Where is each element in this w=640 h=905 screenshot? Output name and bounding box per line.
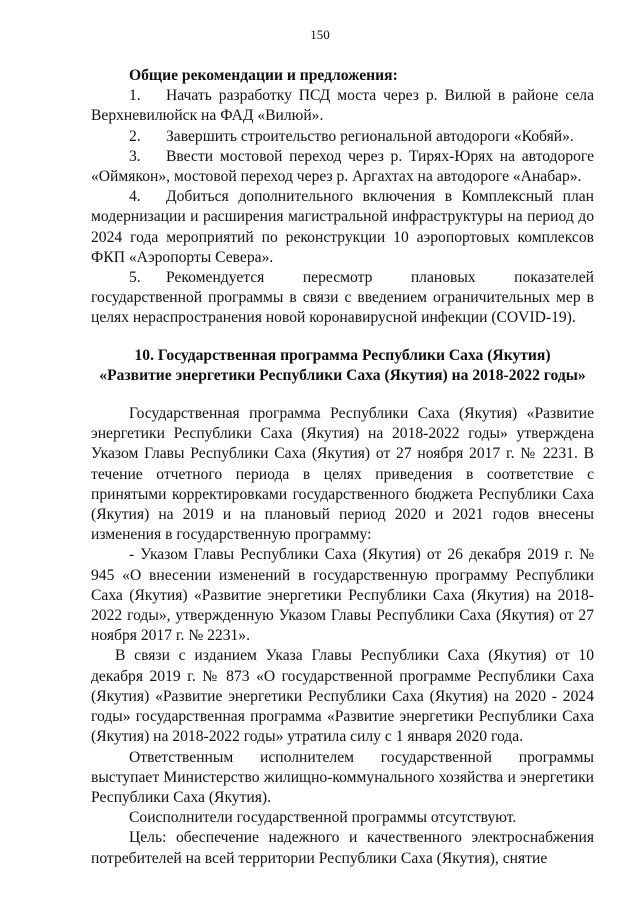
recommendations-title: Общие рекомендации и предложения: [129,67,398,84]
item-text: Рекомендуется пересмотр плановых показателей государственной программы в связи с введением ограничительных мер в целях нераспространения новой коронавирусной инфекции (COVID-19). [91,269,594,327]
body-paragraph-4: Ответственным исполнителем государственной программы выступает Министерство жилищно-коммунального хозяйства и энергетики Республики Саха (Якутия). [91,748,594,806]
recommendation-item-4 [91,187,594,268]
body-paragraph-6: Цель: обеспечение надежного и качественного электроснабжения потребителей на всей территории Республики Саха (Якутия), снятие [91,829,594,867]
recommendation-item-1 [91,86,594,126]
item-text: Ввести мостовой переход через р. Тирях-Юрях на автодороге «Оймякон», мостовой переход через р. Аргахтах на автодороге «Анабар». [91,147,594,186]
item-text: Начать разработку ПСД моста через р. Вилюй в районе села Верхневилюйск на ФАД «Вилюй». [91,87,594,125]
item-text: Добиться дополнительного включения в Комплексный план модернизации и расширения магистральной инфраструктуры на период до 2024 года мероприятий по реконструкции 10 аэропортовых комплексов ФКП «Аэропорты Севера». [91,188,594,266]
item-number: 5. [129,269,141,287]
body-paragraph-3: В связи с изданием Указа Главы Республики Саха (Якутия) от 10 декабря 2019 г. № 873 «О государственной программе Республики Саха (Якутия) «Развитие энергетики Республики Саха (Якутия) на 2020 - 2024 годы» государственная программа «Развитие энергетики Республики Саха (Якутия) на 2018-2022 годы» утратила силу с 1 января 2020 года. [91,647,594,746]
section-title-line-1: 10. Государственная программа Республики Саха (Якутия) [134,346,551,364]
section-title-line-2: «Развитие энергетики Республики Саха (Якутия) на 2018-2022 годы» [99,366,586,384]
item-number: 2. [129,127,141,145]
recommendation-item-2 [91,127,594,147]
recommendation-item-5 [91,268,594,329]
item-text: Завершить строительство региональной автодороги «Кобяй». [166,127,574,145]
item-number: 4. [129,188,141,206]
body-paragraph-2: - Указом Главы Республики Саха (Якутия) от 26 декабря 2019 г. № 945 «О внесении изменений в государственную программу Республики Саха (Якутия) «Развитие энергетики Республики Саха (Якутия) на 2018-2022 годы», утвержденную Указом Главы Республики Саха (Якутия) от 27 ноября 2017 г. № 2231». [91,546,594,645]
item-number: 1. [129,87,141,105]
item-number: 3. [129,147,141,165]
page-content [91,66,594,869]
body-paragraph-5: Соисполнители государственной программы отсутствуют. [129,809,517,827]
section-title [91,346,594,386]
body-paragraph-1: Государственная программа Республики Саха (Якутия) «Развитие энергетики Республики Саха (Якутия) на 2018-2022 годы» утверждена Указом Главы Республики Саха (Якутия) от 27 ноября 2017 г. № 2231. В течение отчетного периода в целях приведения в соответствие с принятыми корректировками государственного бюджета Республики Саха (Якутия) на 2019 и на плановый период 2020 и 2021 годов внесены изменения в государственную программу: [91,405,594,544]
recommendation-item-3 [91,147,594,187]
page-number: 150 [310,27,330,42]
